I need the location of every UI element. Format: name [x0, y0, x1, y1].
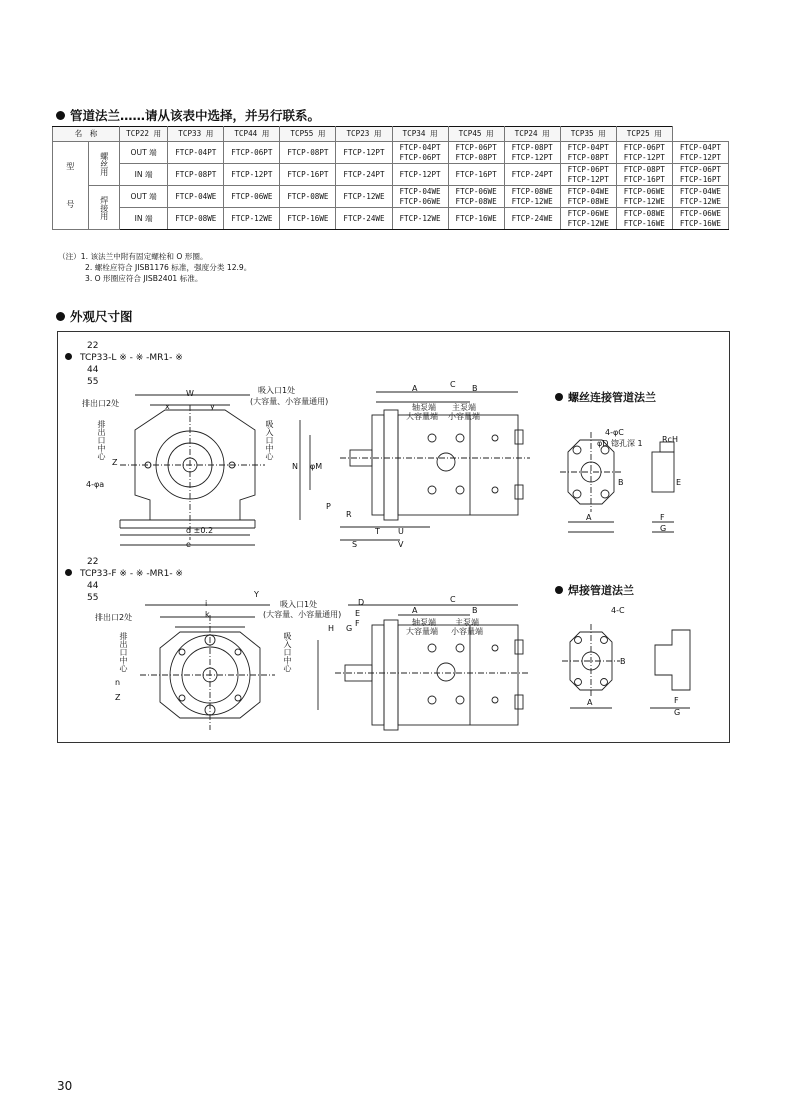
dim-label: E: [676, 478, 682, 487]
model-code: TCP33-L ※ - ※ -MR1- ※: [80, 353, 183, 363]
dim-label: R: [346, 510, 352, 519]
cell-value: FTCP-06WE: [679, 208, 721, 218]
front-view-flange-mount: [140, 605, 275, 730]
dim-label: B: [472, 384, 478, 393]
model-variant: 22: [87, 557, 99, 567]
cell-value: FTCP-06WE: [623, 186, 665, 196]
cell-value: FTCP-12PT: [231, 169, 273, 179]
cell-value: FTCP-12PT: [343, 147, 385, 157]
dim-label: U: [398, 527, 404, 536]
dim-label: S: [352, 540, 358, 549]
cell-value: FTCP-04WE: [175, 191, 217, 201]
model-variant: 44: [87, 365, 99, 375]
dim-label: x: [165, 402, 170, 411]
label-large-cap: 大容量端: [406, 412, 438, 421]
cell-value: FTCP-06PT: [679, 164, 721, 174]
dim-label: Z: [112, 458, 118, 467]
model-variant: 55: [87, 377, 99, 387]
welded-label: 焊接用: [88, 186, 119, 230]
dim-label: B: [618, 478, 624, 487]
cell-value: FTCP-24PT: [343, 169, 385, 179]
label-suction: 吸入口1处: [280, 600, 318, 609]
column-header: TCP23 用: [336, 127, 392, 142]
dim-label: A: [587, 698, 593, 707]
dim-label: A: [586, 513, 592, 522]
cell-value: FTCP-08PT: [175, 169, 217, 179]
cell-value: FTCP-06PT: [399, 152, 441, 162]
label-main-pump: 主泵端: [455, 618, 479, 627]
label-large-cap: 大容量端: [406, 627, 438, 636]
dim-label: F: [674, 696, 679, 705]
dim-label: D: [358, 598, 365, 607]
label-suction-center: 吸入口中心: [265, 420, 274, 460]
cell-value: FTCP-08WE: [455, 196, 497, 206]
dim-label: A: [412, 384, 418, 393]
label-small-cap: 小容量端: [448, 412, 480, 421]
cell-value: FTCP-04WE: [567, 186, 609, 196]
section-title-text: 管道法兰……请从该表中选择，并另行联系。: [70, 108, 321, 123]
cell-value: FTCP-12WE: [399, 213, 441, 223]
port-label: OUT 端: [120, 142, 168, 164]
label-suction-note: (大容量、小容量通用): [263, 610, 342, 619]
front-view-foot-mount: [120, 395, 265, 545]
cell-value: FTCP-12WE: [511, 196, 553, 206]
cell-value: FTCP-06WE: [567, 208, 609, 218]
cell-value: FTCP-06PT: [231, 147, 273, 157]
cell-value: FTCP-12PT: [567, 174, 609, 184]
cell-value: FTCP-04PT: [399, 142, 441, 152]
dim-label: i: [205, 599, 208, 608]
port-label: IN 端: [120, 208, 168, 230]
column-header: TCP25 用: [616, 127, 672, 142]
group-label-bottom: 号: [66, 199, 75, 209]
label-suction: 吸入口1处: [258, 386, 296, 395]
dim-label: e: [186, 540, 191, 549]
dim-label: n: [115, 678, 121, 687]
label-discharge: 排出口2处: [95, 613, 133, 622]
label-discharge: 排出口2处: [82, 399, 120, 408]
cell-value: FTCP-12WE: [343, 191, 385, 201]
cell-value: FTCP-08WE: [175, 213, 217, 223]
cell-value: FTCP-12PT: [511, 152, 553, 162]
cell-value: FTCP-08PT: [287, 147, 329, 157]
cell-value: FTCP-12PT: [623, 152, 665, 162]
subtitle-text: 焊接管道法兰: [568, 584, 634, 597]
dim-label: P: [326, 502, 331, 511]
cell-value: FTCP-16PT: [287, 169, 329, 179]
port-label: OUT 端: [120, 186, 168, 208]
label-counterbore: φD 锪孔深 1: [597, 439, 643, 448]
cell-value: FTCP-08WE: [567, 196, 609, 206]
label-small-cap: 小容量端: [451, 627, 483, 636]
threaded-label: 螺丝用: [88, 142, 119, 186]
dim-label: y: [210, 402, 215, 411]
label-discharge-center: 排出口中心: [119, 632, 128, 672]
cell-value: FTCP-16PT: [679, 174, 721, 184]
cell-value: FTCP-12WE: [623, 196, 665, 206]
note-line: （注）1. 该法兰中附有固定螺栓和 O 形圈。: [58, 252, 208, 261]
dim-label: d ±0.2: [186, 526, 214, 535]
cell-value: FTCP-12WE: [567, 218, 609, 228]
column-header: TCP45 用: [448, 127, 504, 142]
table-header-name: 名 称: [53, 127, 120, 142]
port-label: IN 端: [120, 164, 168, 186]
cell-value: FTCP-06PT: [623, 142, 665, 152]
dim-label: T: [375, 527, 380, 536]
column-header: TCP35 用: [560, 127, 616, 142]
label-main-pump: 主泵端: [452, 403, 476, 412]
cell-value: FTCP-16WE: [455, 213, 497, 223]
cell-value: FTCP-04PT: [567, 142, 609, 152]
dim-label: F: [355, 619, 360, 628]
dim-label: E: [355, 609, 361, 618]
cell-value: FTCP-04WE: [679, 186, 721, 196]
cell-value: FTCP-12WE: [231, 213, 273, 223]
cell-value: FTCP-04WE: [399, 186, 441, 196]
cell-value: FTCP-08PT: [511, 142, 553, 152]
cell-value: FTCP-24PT: [511, 169, 553, 179]
column-header: TCP44 用: [224, 127, 280, 142]
welded-flange-drawing: [562, 624, 690, 708]
dim-label: φM: [310, 462, 323, 471]
label-discharge-center: 排出口中心: [97, 420, 106, 460]
subtitle-text: 螺丝连接管道法兰: [568, 391, 656, 404]
column-header: TCP55 用: [280, 127, 336, 142]
label-rch: RcH: [662, 435, 678, 444]
cell-value: FTCP-12PT: [679, 152, 721, 162]
dim-label: A: [412, 606, 418, 615]
dim-label: G: [660, 524, 667, 533]
model-variant: 55: [87, 593, 99, 603]
dim-label: C: [450, 595, 456, 604]
cell-value: FTCP-08WE: [511, 186, 553, 196]
group-label-top: 型: [66, 161, 75, 171]
label-suction-center: 吸入口中心: [283, 632, 292, 672]
cell-value: FTCP-06WE: [399, 196, 441, 206]
dim-label: B: [620, 657, 626, 666]
column-header: TCP22 用: [120, 127, 168, 142]
model-variant: 44: [87, 581, 99, 591]
cell-value: FTCP-08PT: [623, 164, 665, 174]
cell-value: FTCP-16PT: [623, 174, 665, 184]
cell-value: FTCP-12WE: [679, 196, 721, 206]
dim-label: G: [674, 708, 681, 717]
cell-value: FTCP-16PT: [455, 169, 497, 179]
dim-label: Z: [115, 693, 121, 702]
cell-value: FTCP-06WE: [455, 186, 497, 196]
cell-value: FTCP-12PT: [399, 169, 441, 179]
label-shaft-pump: 轴泵端: [412, 618, 436, 627]
dim-label: k: [205, 610, 210, 619]
column-header: TCP33 用: [168, 127, 224, 142]
model-variant: 22: [87, 341, 99, 351]
cell-value: FTCP-24WE: [343, 213, 385, 223]
dim-label: V: [398, 540, 404, 549]
cell-value: FTCP-16WE: [287, 213, 329, 223]
cell-value: FTCP-06WE: [231, 191, 273, 201]
dim-label: H: [328, 624, 335, 633]
dim-label: G: [346, 624, 353, 633]
cell-value: FTCP-06PT: [455, 142, 497, 152]
model-code: TCP33-F ※ - ※ -MR1- ※: [80, 569, 183, 579]
section-title-text: 外观尺寸图: [70, 309, 133, 324]
cell-value: FTCP-06PT: [567, 164, 609, 174]
dim-label: W: [186, 389, 194, 398]
dim-label: N: [292, 462, 298, 471]
cell-value: FTCP-04PT: [679, 142, 721, 152]
cell-value: FTCP-08PT: [455, 152, 497, 162]
page-number: 30: [57, 1079, 73, 1093]
label-shaft-pump: 轴泵端: [412, 403, 436, 412]
note-line: 3. O 形圈应符合 JISB2401 标准。: [85, 274, 203, 283]
cell-value: FTCP-08WE: [623, 208, 665, 218]
cell-value: FTCP-08WE: [287, 191, 329, 201]
cell-value: FTCP-16WE: [623, 218, 665, 228]
label-suction-note: (大容量、小容量通用): [250, 397, 329, 406]
dim-label: C: [450, 380, 456, 389]
cell-value: FTCP-24WE: [511, 213, 553, 223]
column-header: TCP24 用: [504, 127, 560, 142]
label-flange-bolts: 4-C: [611, 606, 625, 615]
dim-label: B: [472, 606, 478, 615]
label-flange-bolts: 4-φC: [605, 428, 624, 437]
label-bolt-hole: 4-φa: [86, 480, 105, 489]
cell-value: FTCP-04PT: [175, 147, 217, 157]
cell-value: FTCP-08PT: [567, 152, 609, 162]
note-line: 2. 螺栓应符合 JISB1176 标准，强度分类 12.9。: [85, 263, 252, 272]
dim-label: Y: [254, 590, 259, 599]
cell-value: FTCP-16WE: [679, 218, 721, 228]
dim-label: F: [660, 513, 665, 522]
column-header: TCP34 用: [392, 127, 448, 142]
